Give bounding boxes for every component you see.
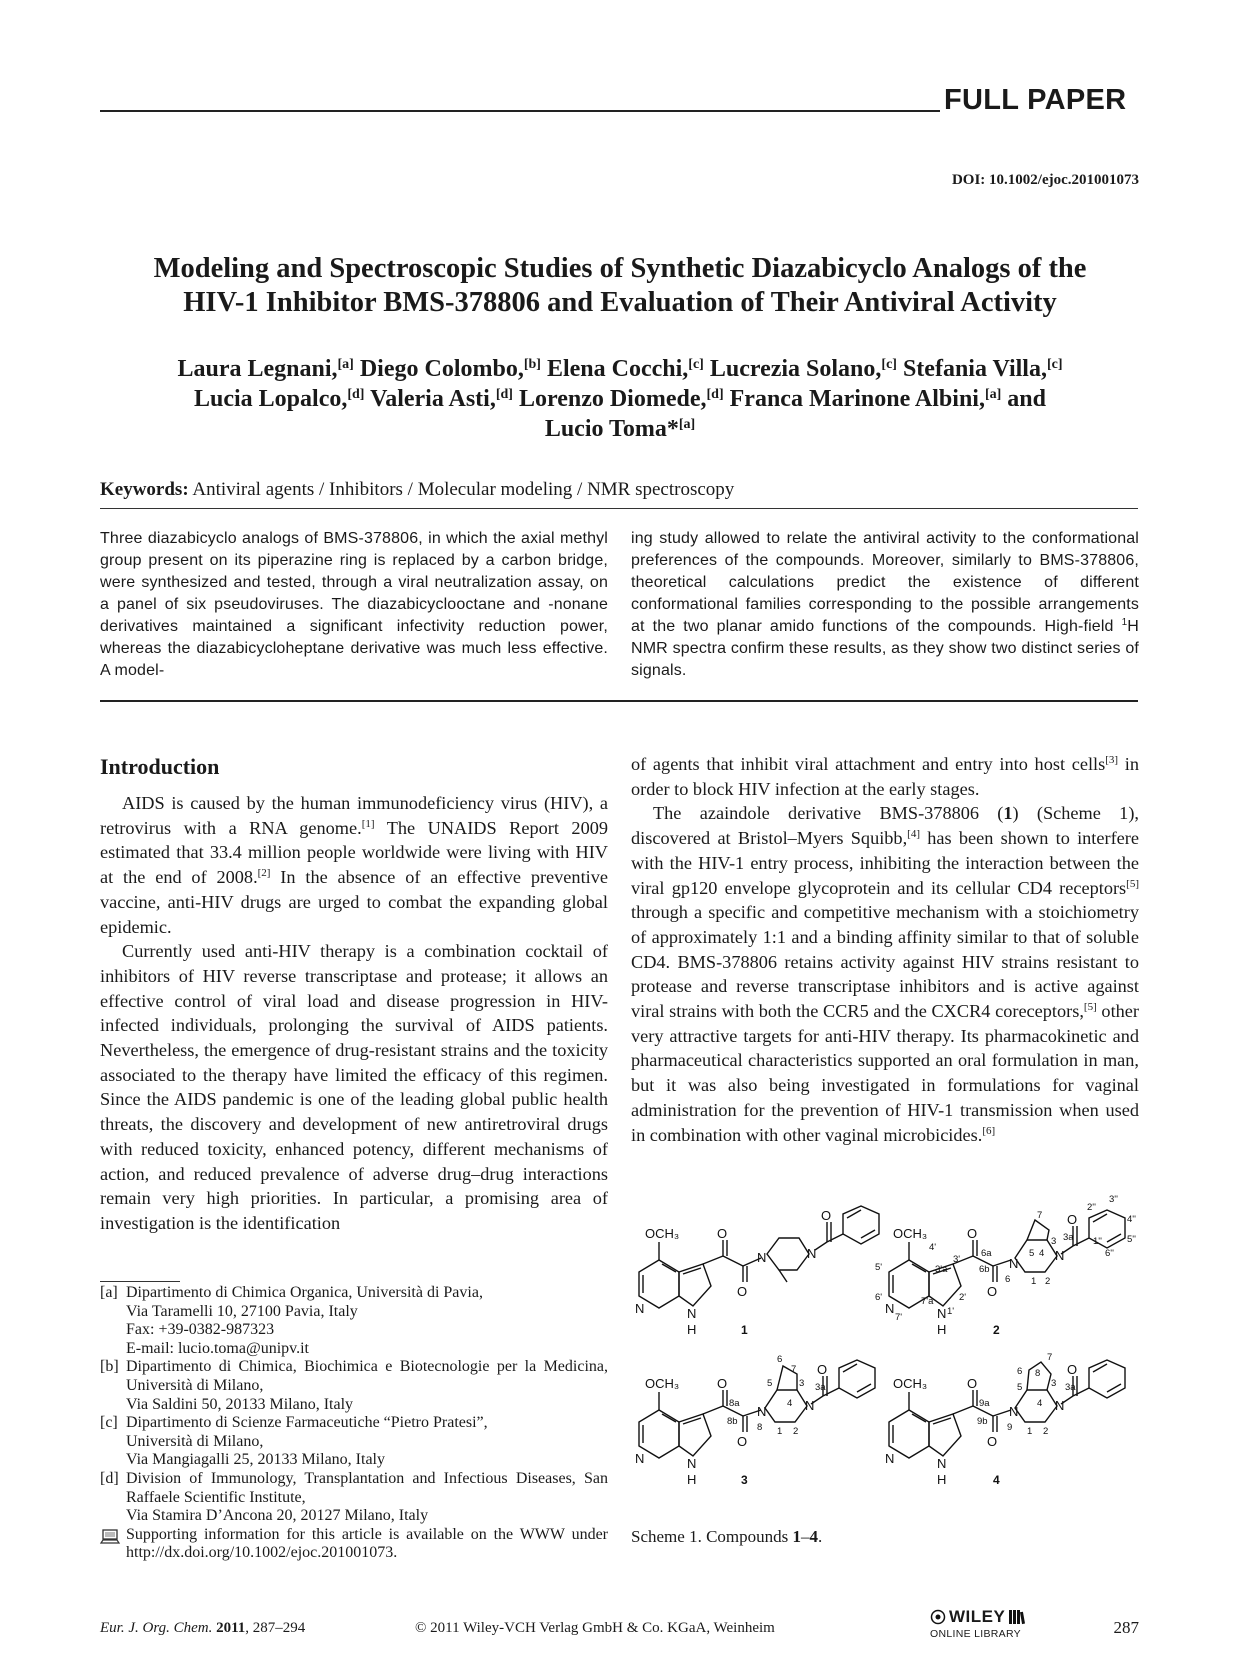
compound-2-structure xyxy=(889,1210,1125,1308)
footnote-rule xyxy=(100,1281,180,1282)
author: Lorenzo Diomede,[d] xyxy=(518,386,724,412)
svg-text:6b: 6b xyxy=(979,1264,990,1275)
svg-text:2: 2 xyxy=(793,1426,799,1437)
library-books-icon xyxy=(1008,1609,1026,1625)
compound-label: 4 xyxy=(993,1473,1000,1487)
svg-text:7: 7 xyxy=(1037,1210,1043,1221)
affiliations xyxy=(100,1284,608,1563)
title-line: Modeling and Spectroscopic Studies of Synthetic Diazabicyclo Analogs of the xyxy=(153,253,1087,284)
compound-label: 1 xyxy=(741,1323,748,1337)
svg-text:N: N xyxy=(805,1398,815,1413)
paragraph: The azaindole derivative BMS-378806 (1) (Scheme 1), discovered at Bristol–Myers Squibb,[4] has been shown to interfere with the HIV-1 entry process, inhibiting the interaction between the viral gp120 envelope glycoprotein and its cellular CD4 receptors[5] through a specific and competitive mechanism with a stoichiometry of approximately 1:1 and a binding affinity similar to that of soluble CD4. BMS-378806 retains activity against HIV strains resistant to protease and reverse transcriptase inhibitors and is active against viral strains with both the CCR5 and the CXCR4 coreceptors,[5] other very attractive targets for anti-HIV therapy. Its pharmacokinetic and pharmaceutical characteristics supported an oral formulation in man, but it was also being investigated in formulations for vaginal administration for the prevention of HIV-1 transmission when used in combination with other vaginal microbicides.[6] xyxy=(631,803,1139,1145)
svg-text:6: 6 xyxy=(1017,1366,1023,1377)
svg-text:O: O xyxy=(737,1434,748,1449)
svg-text:7: 7 xyxy=(791,1364,797,1375)
svg-text:4': 4' xyxy=(929,1242,937,1253)
svg-text:3': 3' xyxy=(953,1254,961,1265)
svg-text:2'': 2'' xyxy=(1087,1202,1096,1213)
body-column-left xyxy=(100,791,608,1236)
keywords-label: Keywords: xyxy=(100,479,189,500)
svg-text:3a: 3a xyxy=(1063,1232,1074,1243)
svg-text:H: H xyxy=(937,1472,947,1487)
author: Lucia Lopalco,[d] xyxy=(194,386,365,412)
svg-text:7'a: 7'a xyxy=(921,1296,934,1307)
svg-text:1: 1 xyxy=(1027,1426,1033,1437)
affiliation-d: [d] Division of Immunology, Transplantation and Infectious Diseases, San Raffaele Scientific Institute, Via Stamira D’Ancona 20, 20127 Milano, Italy xyxy=(100,1469,608,1525)
svg-text:5': 5' xyxy=(875,1262,883,1273)
methoxy-label: OCH₃ xyxy=(645,1376,680,1391)
title-line: HIV-1 Inhibitor BMS-378806 and Evaluation of Their Antiviral Activity xyxy=(183,287,1057,318)
svg-text:N: N xyxy=(635,1301,645,1316)
svg-text:2: 2 xyxy=(1045,1276,1051,1287)
affiliation-c: [c] Dipartimento di Scienze Farmaceutiche “Pietro Pratesi”, Università di Milano, Via Mangiagalli 25, 20133 Milano, Italy xyxy=(100,1414,488,1469)
section-heading: Introduction xyxy=(100,754,220,779)
svg-text:1: 1 xyxy=(777,1426,783,1437)
keywords-rule xyxy=(100,508,1138,509)
svg-text:N: N xyxy=(1055,1248,1065,1263)
supporting-info-link[interactable]: Supporting information for this article is available on the WWW under http://dx.doi.org/10.1002/ejoc.201001073. xyxy=(126,1525,608,1562)
svg-text:8: 8 xyxy=(757,1422,763,1433)
keywords-text: Antiviral agents / Inhibitors / Molecular modeling / NMR spectroscopy xyxy=(192,479,735,500)
author: Franca Marinone Albini,[a] xyxy=(729,386,1002,412)
svg-text:9a: 9a xyxy=(979,1398,990,1409)
compound-label: 3 xyxy=(741,1473,748,1487)
svg-text:O: O xyxy=(817,1362,828,1377)
abstract-right: ing study allowed to relate the antiviral activity to the conformational preferences of the compounds. Moreover, similarly to BMS-378806, theoretical calculations predict the existence of different conformational families corresponding to the possible arrangements at the two planar amido functions of the compounds. High-field $^1$H NMR spectra confirm these results, as they show two distinct series of signals. xyxy=(631,530,1139,679)
svg-text:N: N xyxy=(687,1456,697,1471)
author: Lucrezia Solano,[c] xyxy=(709,356,897,382)
author: Valeria Asti,[d] xyxy=(370,386,513,412)
body-column-right xyxy=(631,752,1139,1147)
computer-icon xyxy=(100,1529,120,1545)
svg-text:H: H xyxy=(937,1322,947,1337)
svg-text:N: N xyxy=(885,1451,895,1466)
scheme-caption: Scheme 1. Compounds 1–4. xyxy=(631,1527,823,1546)
svg-text:O: O xyxy=(1067,1212,1078,1227)
svg-text:5: 5 xyxy=(767,1378,773,1389)
citation[interactable]: [5] xyxy=(1126,877,1139,890)
svg-text:3a: 3a xyxy=(1065,1382,1076,1393)
page-number: 287 xyxy=(1113,1618,1139,1637)
affiliation-b: [b] Dipartimento di Chimica, Biochimica e Biotecnologie per la Medicina, Università di Milano, Via Saldini 50, 20133 Milano, Italy xyxy=(100,1358,608,1413)
wiley-emblem-icon xyxy=(930,1609,946,1625)
svg-text:4: 4 xyxy=(1037,1398,1043,1409)
svg-text:O: O xyxy=(967,1376,978,1391)
methoxy-label: OCH₃ xyxy=(893,1376,928,1391)
svg-text:2': 2' xyxy=(959,1292,967,1303)
svg-text:6a: 6a xyxy=(981,1248,992,1259)
svg-text:O: O xyxy=(1067,1362,1078,1377)
svg-text:N: N xyxy=(757,1250,767,1265)
svg-text:3'': 3'' xyxy=(1109,1194,1118,1205)
svg-text:2: 2 xyxy=(1043,1426,1049,1437)
svg-text:N: N xyxy=(807,1246,817,1261)
svg-text:4: 4 xyxy=(787,1398,793,1409)
svg-text:N: N xyxy=(937,1456,947,1471)
svg-text:O: O xyxy=(717,1226,728,1241)
svg-text:N: N xyxy=(1009,1404,1019,1419)
affiliation-a: [a] Dipartimento di Chimica Organica, Università di Pavia, Via Taramelli 10, 27100 Pavia, Italy Fax: +39-0382-987323 E-mail: lucio.toma@unipv.it xyxy=(100,1284,608,1358)
svg-text:6'': 6'' xyxy=(1105,1248,1114,1259)
header-rule xyxy=(100,110,940,112)
citation[interactable]: [2] xyxy=(257,867,271,880)
svg-text:9b: 9b xyxy=(977,1416,988,1427)
svg-text:3: 3 xyxy=(1051,1236,1057,1247)
svg-text:O: O xyxy=(717,1376,728,1391)
svg-text:N: N xyxy=(757,1404,767,1419)
svg-text:N: N xyxy=(635,1451,645,1466)
svg-text:N: N xyxy=(687,1306,697,1321)
author: Diego Colombo,[b] xyxy=(359,356,541,382)
author-conjunction: and xyxy=(1007,386,1046,412)
abstract-left: Three diazabicyclo analogs of BMS-378806, in which the axial methyl group present on its piperazine ring is replaced by a carbon bridge, were synthesized and tested, through a viral neutralization assay, on a panel of six pseudoviruses. The diazabicyclooctane and -nonane derivatives maintained a significant infectivity reduction power, whereas the diazabicycloheptane derivative was much less effective. A model- xyxy=(100,530,608,679)
svg-text:1'': 1'' xyxy=(1093,1236,1102,1247)
svg-text:O: O xyxy=(987,1434,998,1449)
author: Stefania Villa,[c] xyxy=(902,356,1063,382)
svg-text:1: 1 xyxy=(1031,1276,1037,1287)
svg-text:1': 1' xyxy=(947,1306,955,1317)
svg-text:O: O xyxy=(987,1284,998,1299)
svg-text:8: 8 xyxy=(1035,1368,1041,1379)
svg-text:4: 4 xyxy=(1039,1248,1045,1259)
svg-text:O: O xyxy=(737,1284,748,1299)
wiley-logo: WILEY ONLINE LIBRARY xyxy=(930,1607,1026,1640)
author: Elena Cocchi,[c] xyxy=(546,356,704,382)
methoxy-label: OCH₃ xyxy=(893,1226,928,1241)
svg-text:O: O xyxy=(821,1208,832,1223)
citation[interactable]: [4] xyxy=(907,828,920,841)
footer-citation: Eur. J. Org. Chem. 2011, 287–294 xyxy=(100,1620,306,1636)
author-list xyxy=(100,354,1140,444)
svg-text:5: 5 xyxy=(1029,1248,1035,1259)
paragraph: Currently used anti-HIV therapy is a combination cocktail of inhibitors of HIV reverse transcriptase and protease; it allows an effective control of viral load and disease progression in HIV-infected individuals, prolonging the survival of AIDS patients. Nevertheless, the emergence of drug-resistant strains and the toxicity associated to the therapy have limited the efficacy of this regimen. Since the AIDS pandemic is one of the leading global public health threats, the discovery and development of new antiretroviral drugs with reduced toxicity, enhanced potency, different mechanisms of action, and reduced prevalence of adverse drug–drug interactions remain very high priorities. In particular, a promising area of investigation is the identification xyxy=(100,941,608,1233)
svg-text:N: N xyxy=(937,1306,947,1321)
svg-text:9: 9 xyxy=(1007,1422,1013,1433)
svg-text:N: N xyxy=(885,1301,895,1316)
keywords xyxy=(100,479,734,501)
email[interactable]: E-mail: lucio.toma@unipv.it xyxy=(126,1339,309,1357)
author: Lucio Toma*[a] xyxy=(544,416,696,442)
abstract-rule xyxy=(100,700,1138,702)
svg-text:N: N xyxy=(1055,1398,1065,1413)
svg-text:4'': 4'' xyxy=(1127,1214,1136,1225)
citation[interactable]: [3] xyxy=(1105,754,1119,766)
svg-text:6: 6 xyxy=(777,1354,783,1365)
compound-label: 2 xyxy=(993,1323,1000,1337)
svg-text:8b: 8b xyxy=(727,1416,738,1427)
svg-text:5'': 5'' xyxy=(1127,1234,1136,1245)
svg-text:H: H xyxy=(687,1472,697,1487)
svg-text:7': 7' xyxy=(895,1312,903,1323)
citation[interactable]: [5] xyxy=(1083,1001,1097,1014)
article-title xyxy=(100,252,1140,320)
svg-text:5: 5 xyxy=(1017,1382,1023,1393)
citation[interactable]: [6] xyxy=(982,1124,996,1137)
svg-text:O: O xyxy=(967,1226,978,1241)
supporting-info xyxy=(100,1526,608,1563)
svg-text:3: 3 xyxy=(1051,1378,1057,1389)
svg-text:6: 6 xyxy=(1005,1274,1011,1285)
svg-text:3: 3 xyxy=(799,1378,805,1389)
svg-text:N: N xyxy=(1009,1256,1019,1271)
paragraph: AIDS is caused by the human immunodeficiency virus (HIV), a retrovirus with a RNA genome.[1] The UNAIDS Report 2009 estimated that 33.4 million people worldwide were living with HIV at the end of 2008.[2] In the absence of an effective preventive vaccine, anti-HIV drugs are urged to combat the expanding global epidemic. xyxy=(100,793,608,937)
svg-text:8a: 8a xyxy=(729,1398,740,1409)
author: Laura Legnani,[a] xyxy=(177,356,354,382)
scheme-1 xyxy=(631,1194,1139,1520)
paragraph: of agents that inhibit viral attachment and entry into host cells[3] in order to block HIV infection at the early stages. xyxy=(631,754,1139,799)
svg-text:7: 7 xyxy=(1047,1352,1053,1363)
section-label: FULL PAPER xyxy=(944,84,1127,116)
methoxy-label: OCH₃ xyxy=(645,1226,680,1241)
citation[interactable]: [1] xyxy=(361,817,375,830)
svg-text:H: H xyxy=(687,1322,697,1337)
svg-text:3'a: 3'a xyxy=(935,1264,948,1275)
svg-text:3a: 3a xyxy=(815,1382,826,1393)
svg-text:6': 6' xyxy=(875,1292,883,1303)
footer-copyright: © 2011 Wiley-VCH Verlag GmbH & Co. KGaA, Weinheim xyxy=(415,1620,775,1636)
compound-4-structure xyxy=(889,1360,1125,1458)
doi[interactable]: DOI: 10.1002/ejoc.201001073 xyxy=(951,172,1139,188)
